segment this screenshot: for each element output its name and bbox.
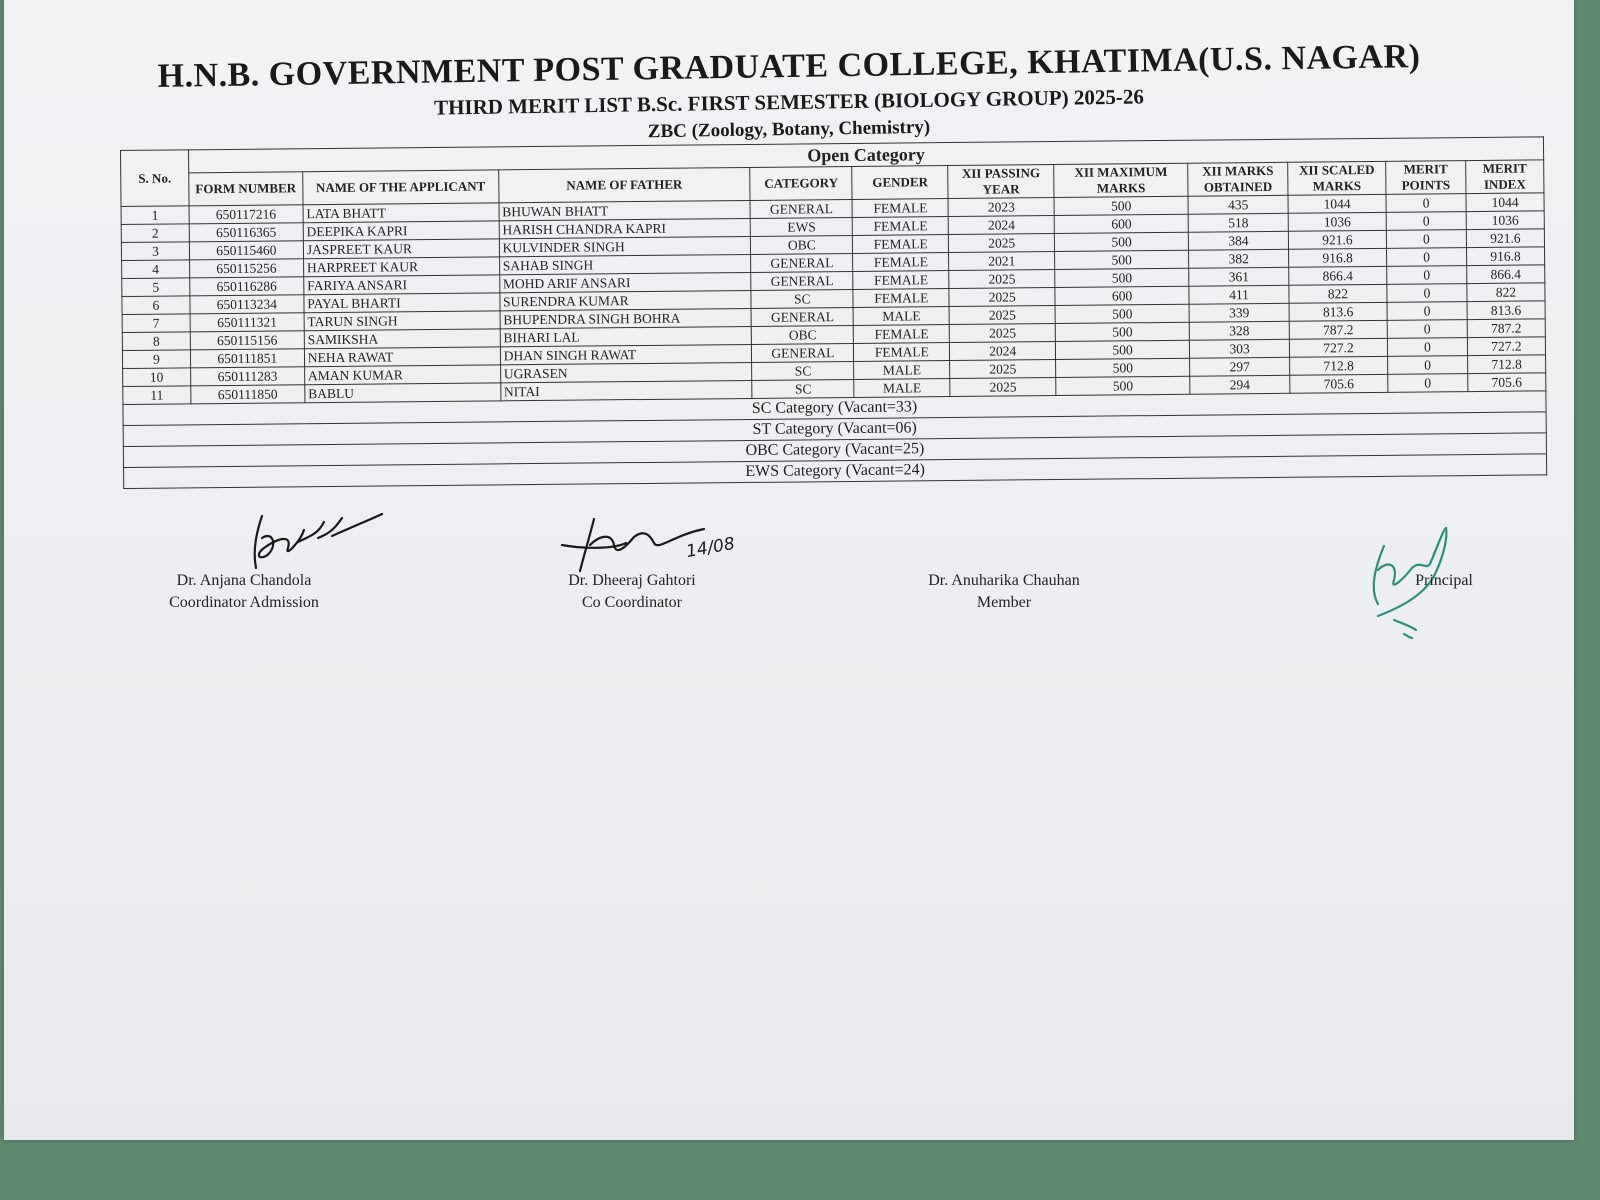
- co-coordinator-block: [532, 570, 732, 614]
- cell-sno: 10: [123, 368, 191, 387]
- coordinator-block: [144, 570, 344, 614]
- cell-max-marks: 500: [1055, 268, 1189, 287]
- col-header-passing-year: XII PASSING YEAR: [948, 165, 1054, 199]
- cell-merit-index: 787.2: [1467, 319, 1545, 338]
- cell-scaled-marks: 822: [1289, 284, 1387, 303]
- cell-form-number: 650113234: [190, 295, 304, 314]
- cell-father: BHUPENDRA SINGH BOHRA: [500, 308, 752, 328]
- cell-category: SC: [752, 361, 854, 380]
- cell-merit-points: 0: [1386, 194, 1466, 213]
- member-block: [904, 570, 1104, 614]
- cell-passing-year: 2023: [948, 198, 1054, 217]
- cell-form-number: 650116286: [190, 277, 304, 296]
- cell-scaled-marks: 1044: [1288, 194, 1386, 213]
- cell-father: KULVINDER SINGH: [499, 236, 751, 256]
- cell-form-number: 650115156: [190, 331, 304, 350]
- cell-category: SC: [752, 379, 854, 398]
- cell-gender: FEMALE: [854, 325, 950, 344]
- cell-merit-index: 921.6: [1466, 229, 1544, 248]
- cell-max-marks: 600: [1054, 214, 1188, 233]
- cell-category: GENERAL: [750, 199, 852, 218]
- cell-gender: FEMALE: [853, 289, 949, 308]
- cell-gender: MALE: [854, 379, 950, 398]
- cell-father: HARISH CHANDRA KAPRI: [499, 218, 751, 238]
- cell-category: GENERAL: [751, 253, 853, 272]
- col-header-marks-obtained: XII MARKS OBTAINED: [1188, 162, 1288, 196]
- cell-max-marks: 600: [1055, 286, 1189, 305]
- merit-table-wrapper: [120, 136, 1547, 489]
- cell-marks-obtained: 435: [1188, 195, 1288, 214]
- cell-scaled-marks: 712.8: [1290, 356, 1388, 375]
- cell-passing-year: 2025: [949, 234, 1055, 253]
- cell-merit-points: 0: [1387, 284, 1467, 303]
- principal-role: Principal: [1415, 572, 1473, 589]
- member-role: Member: [976, 594, 1032, 611]
- coordinator-name: Dr. Anjana Chandola: [176, 572, 312, 589]
- coordinator-signature: [244, 508, 394, 578]
- cell-sno: 2: [121, 224, 189, 243]
- paper-sheet: [4, 0, 1574, 1140]
- cell-merit-points: 0: [1388, 374, 1468, 393]
- cell-father: MOHD ARIF ANSARI: [499, 272, 751, 292]
- col-header-gender: GENDER: [852, 166, 948, 200]
- cell-merit-points: 0: [1386, 212, 1466, 231]
- cell-max-marks: 500: [1055, 232, 1189, 251]
- cell-category: GENERAL: [751, 271, 853, 290]
- member-name: Dr. Anuharika Chauhan: [928, 572, 1080, 589]
- cell-passing-year: 2024: [950, 342, 1056, 361]
- cell-max-marks: 500: [1054, 196, 1188, 215]
- cell-form-number: 650111283: [191, 367, 305, 386]
- cell-marks-obtained: 303: [1189, 339, 1289, 358]
- cell-marks-obtained: 297: [1190, 357, 1290, 376]
- cell-applicant: SAMIKSHA: [304, 329, 500, 349]
- cell-category: GENERAL: [751, 307, 853, 326]
- coordinator-role: Coordinator Admission: [169, 594, 319, 611]
- vacancy-text: OBC Category (Vacant=25): [123, 433, 1546, 468]
- cell-max-marks: 500: [1056, 358, 1190, 377]
- cell-scaled-marks: 705.6: [1290, 374, 1388, 393]
- cell-merit-points: 0: [1387, 302, 1467, 321]
- co-coordinator-name: Dr. Dheeraj Gahtori: [568, 572, 696, 589]
- cell-father: NITAI: [500, 380, 752, 400]
- cell-father: UGRASEN: [500, 362, 752, 382]
- cell-merit-points: 0: [1388, 356, 1468, 375]
- cell-applicant: JASPREET KAUR: [303, 239, 499, 259]
- cell-merit-index: 727.2: [1467, 337, 1545, 356]
- cell-passing-year: 2025: [949, 324, 1055, 343]
- cell-category: OBC: [751, 235, 853, 254]
- col-header-merit-index: MERIT INDEX: [1466, 160, 1544, 194]
- cell-father: SAHAB SINGH: [499, 254, 751, 274]
- document-header: [4, 38, 1574, 143]
- cell-merit-index: 1036: [1466, 211, 1544, 230]
- cell-passing-year: 2025: [950, 378, 1056, 397]
- cell-merit-points: 0: [1387, 320, 1467, 339]
- cell-category: OBC: [752, 325, 854, 344]
- cell-form-number: 650117216: [189, 205, 303, 224]
- cell-father: BHUWAN BHATT: [499, 200, 751, 220]
- cell-category: SC: [751, 289, 853, 308]
- cell-merit-index: 712.8: [1467, 355, 1545, 374]
- cell-form-number: 650111321: [190, 313, 304, 332]
- col-header-form-number: FORM NUMBER: [189, 172, 303, 206]
- cell-category: EWS: [751, 217, 853, 236]
- cell-applicant: NEHA RAWAT: [304, 347, 500, 367]
- cell-gender: FEMALE: [853, 217, 949, 236]
- cell-gender: FEMALE: [853, 253, 949, 272]
- cell-merit-index: 1044: [1466, 193, 1544, 212]
- cell-form-number: 650111850: [191, 385, 305, 404]
- cell-marks-obtained: 328: [1189, 321, 1289, 340]
- cell-scaled-marks: 866.4: [1289, 266, 1387, 285]
- col-header-father: NAME OF FATHER: [498, 167, 750, 202]
- cell-max-marks: 500: [1056, 376, 1190, 395]
- cell-merit-index: 822: [1467, 283, 1545, 302]
- cell-applicant: DEEPIKA KAPRI: [303, 221, 499, 241]
- cell-marks-obtained: 518: [1188, 213, 1288, 232]
- cell-sno: 7: [122, 314, 190, 333]
- col-header-applicant: NAME OF THE APPLICANT: [303, 170, 499, 205]
- cell-gender: FEMALE: [853, 235, 949, 254]
- cell-merit-index: 866.4: [1467, 265, 1545, 284]
- cell-applicant: AMAN KUMAR: [304, 365, 500, 385]
- cell-merit-index: 916.8: [1466, 247, 1544, 266]
- cell-passing-year: 2025: [950, 360, 1056, 379]
- cell-max-marks: 500: [1056, 340, 1190, 359]
- cell-applicant: TARUN SINGH: [304, 311, 500, 331]
- cell-gender: MALE: [854, 361, 950, 380]
- subject-group: ZBC (Zoology, Botany, Chemistry): [647, 116, 931, 143]
- cell-merit-points: 0: [1386, 230, 1466, 249]
- cell-sno: 4: [122, 260, 190, 279]
- col-header-sno: S. No.: [121, 150, 189, 207]
- cell-marks-obtained: 382: [1189, 249, 1289, 268]
- open-category-title: Open Category: [188, 137, 1543, 173]
- cell-form-number: 650115256: [189, 259, 303, 278]
- cell-scaled-marks: 787.2: [1289, 320, 1387, 339]
- cell-father: BIHARI LAL: [500, 326, 752, 346]
- cell-merit-points: 0: [1387, 338, 1467, 357]
- cell-passing-year: 2025: [949, 306, 1055, 325]
- cell-applicant: FARIYA ANSARI: [304, 275, 500, 295]
- cell-sno: 3: [121, 242, 189, 261]
- cell-marks-obtained: 339: [1189, 303, 1289, 322]
- col-header-category: CATEGORY: [750, 166, 852, 200]
- cell-sno: 5: [122, 278, 190, 297]
- cell-passing-year: 2025: [949, 288, 1055, 307]
- cell-merit-points: 0: [1387, 266, 1467, 285]
- col-header-scaled-marks: XII SCALED MARKS: [1288, 161, 1386, 195]
- cell-scaled-marks: 813.6: [1289, 302, 1387, 321]
- cell-scaled-marks: 727.2: [1289, 338, 1387, 357]
- cell-sno: 8: [122, 332, 190, 351]
- cell-form-number: 650116365: [189, 223, 303, 242]
- cell-gender: FEMALE: [852, 199, 948, 218]
- cell-applicant: PAYAL BHARTI: [304, 293, 500, 313]
- college-name: H.N.B. GOVERNMENT POST GRADUATE COLLEGE, KHATIMA(U.S. NAGAR): [157, 38, 1421, 95]
- vacancy-text: ST Category (Vacant=06): [123, 412, 1546, 447]
- merit-list-title: THIRD MERIT LIST B.Sc. FIRST SEMESTER (BIOLOGY GROUP) 2025-26: [433, 84, 1145, 120]
- cell-applicant: HARPREET KAUR: [303, 257, 499, 277]
- col-header-merit-points: MERIT POINTS: [1386, 161, 1466, 195]
- cell-scaled-marks: 921.6: [1288, 230, 1386, 249]
- cell-father: SURENDRA KUMAR: [500, 290, 752, 310]
- merit-table: [120, 136, 1547, 489]
- cell-marks-obtained: 361: [1189, 267, 1289, 286]
- merit-table-body: [121, 193, 1546, 405]
- cell-passing-year: 2021: [949, 252, 1055, 271]
- cell-max-marks: 500: [1055, 304, 1189, 323]
- cell-scaled-marks: 916.8: [1289, 248, 1387, 267]
- cell-gender: FEMALE: [854, 343, 950, 362]
- cell-father: DHAN SINGH RAWAT: [500, 344, 752, 364]
- vacancy-text: EWS Category (Vacant=24): [124, 454, 1547, 489]
- cell-category: GENERAL: [752, 343, 854, 362]
- cell-gender: MALE: [853, 307, 949, 326]
- cell-gender: FEMALE: [853, 271, 949, 290]
- principal-block: [1389, 570, 1499, 592]
- cell-sno: 9: [122, 350, 190, 369]
- col-header-max-marks: XII MAXIMUM MARKS: [1054, 163, 1188, 197]
- cell-scaled-marks: 1036: [1288, 212, 1386, 231]
- cell-marks-obtained: 384: [1188, 231, 1288, 250]
- cell-sno: 1: [121, 206, 189, 225]
- cell-marks-obtained: 411: [1189, 285, 1289, 304]
- cell-passing-year: 2025: [949, 270, 1055, 289]
- cell-merit-points: 0: [1387, 248, 1467, 267]
- cell-passing-year: 2024: [948, 216, 1054, 235]
- cell-sno: 11: [123, 386, 191, 405]
- cell-applicant: LATA BHATT: [303, 203, 499, 223]
- cell-merit-index: 813.6: [1467, 301, 1545, 320]
- cell-max-marks: 500: [1055, 322, 1189, 341]
- co-coordinator-role: Co Coordinator: [582, 594, 682, 611]
- cell-form-number: 650115460: [189, 241, 303, 260]
- co-coordinator-date: 14/08: [684, 533, 737, 563]
- vacancy-section: [123, 391, 1547, 489]
- cell-form-number: 650111851: [190, 349, 304, 368]
- cell-max-marks: 500: [1055, 250, 1189, 269]
- vacancy-text: SC Category (Vacant=33): [123, 391, 1546, 426]
- cell-marks-obtained: 294: [1190, 375, 1290, 394]
- cell-sno: 6: [122, 296, 190, 315]
- cell-merit-index: 705.6: [1468, 373, 1546, 392]
- cell-applicant: BABLU: [305, 383, 501, 403]
